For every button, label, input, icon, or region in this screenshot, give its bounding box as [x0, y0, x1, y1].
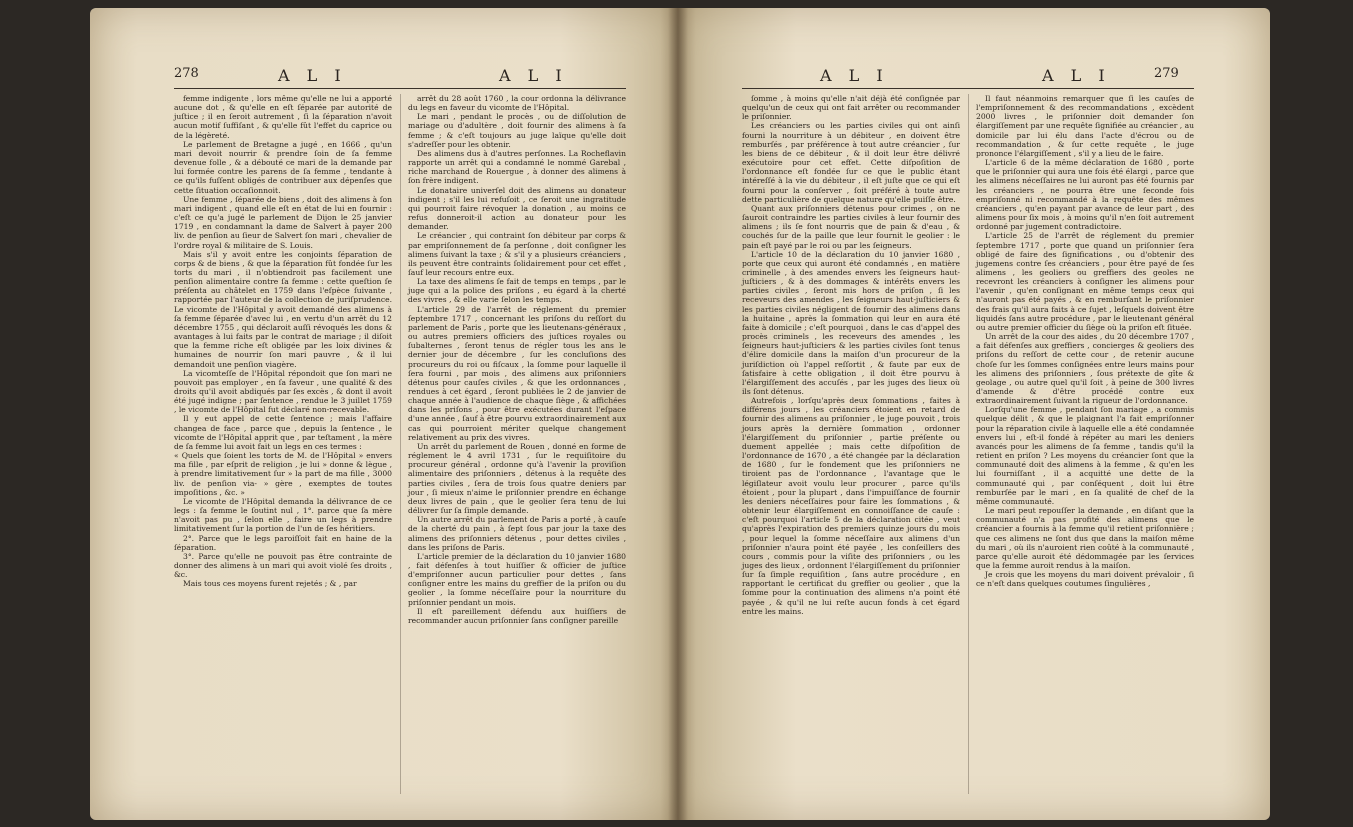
column-divider [968, 94, 969, 794]
paragraph: L'article 10 de la déclaration du 10 janvier 1680 , porte que ceux qui auront été condamnés , en matière criminelle , à des amendes envers les ſeigneurs haut-juſticiers , & à des dommages & intérêts envers les parties civiles , ſeront mis hors de priſon , ſi les receveurs des amendes , les ſeigneurs haut-juſticiers & les parties civiles négligent de fournir des alimens dans la huitaine , après la ſommation qui leur en aura été faite à domicile ; c'eſt pourquoi , dans le cas d'appel des procès criminels , les receveurs des amendes , les ſeigneurs haut-juſticiers & les parties civiles ſont tenus d'élire domicile dans la maiſon d'un procureur de la juriſdiction où l'appel reſſortit , & faute par eux de ſatisfaire à cette obligation , il doit être pourvu à l'élargiſſement des accuſés , par les juges des lieux où ils ſont détenus. [742, 249, 960, 396]
paragraph: Le parlement de Bretagne a jugé , en 1666 , qu'un mari devoit nourrir & prendre ſoin de ſa femme devenue folle , & a débouté ce mari de la demande par lui formée contre les parens de ſa femme , tendante à ce qu'ils fuſſent obligés de contribuer aux dépenſes que cette ſituation occaſionnoit. [174, 139, 392, 195]
paragraph: Lorſqu'une femme , pendant ſon mariage , a commis quelque délit , & que le plaignant l'a fait empriſonner pour la réparation civile à laquelle elle a été condamnée envers lui , eſt-il fondé à répéter au mari les deniers avancés pour les alimens de ſa femme , tandis qu'il la retient en priſon ? Les moyens du créancier ſont que la communauté doit des alimens à la femme , & qu'en les lui fourniſſant , il a acquitté une dette de la communauté qui , par conſéquent , doit lui être remburſée par le mari , en ſa qualité de chef de la même communauté. [976, 405, 1194, 506]
column-divider [400, 94, 401, 794]
paragraph: Autrefois , lorſqu'après deux ſommations , faites à différens jours , les créanciers étoient en retard de fournir des alimens au priſonnier , le juge pouvoit , trois jours après la dernière ſommation , ordonner l'élargiſſement du priſonnier , partie préſente ou duement appellée ; mais cette diſpoſition de l'ordonnance de 1670 , a été changée par la déclaration de 1680 , ſur le fondement que les priſonniers ne tiroient pas de l'ordonnance , l'avantage que le légiſlateur avoit voulu leur procurer , parce qu'ils étoient , pour la plupart , dans l'impuiſſance de fournir les deniers néceſſaires pour faire les ſommations , & obtenir leur élargiſſement en connoiſſance de cauſe : c'eſt pourquoi l'article 5 de la déclaration citée , veut qu'après l'expiration des premiers quinze jours du mois , pour lequel la ſomme néceſſaire aux alimens d'un priſonnier n'aura point été payée , les conſeillers des cours , commis pour la viſite des priſonniers , ou les juges des lieux , ordonnent l'élargiſſement du priſonnier ſur ſa ſimple requiſition , ſans autre procédure , en rapportant le certificat du greffier ou geolier , que la ſomme pour la continuation des alimens n'a point été payée , & qu'il ne lui reſte aucun fonds à cet égard entre les mains. [742, 396, 960, 616]
paragraph: L'article premier de la déclaration du 10 janvier 1680 , fait défenſes à tout huiſſier & officier de juſtice d'empriſonner aucun particulier pour dettes , ſans conſigner entre les mains du greffier de la priſon ou du geolier , la ſomme néceſſaire pour la nourriture du priſonnier pendant un mois. [408, 551, 626, 607]
text-column-right [408, 94, 626, 625]
running-head: A L I [278, 66, 347, 85]
header-rule [742, 88, 1194, 89]
paragraph: Une femme , ſéparée de biens , doit des alimens à ſon mari indigent , quand elle eſt en état de lui en fournir : c'eſt ce qu'a jugé le parlement de Dijon le 25 janvier 1719 , en condamnant la dame de Salvert à payer 200 liv. de penſion au ſieur de Salvert ſon mari , chevalier de l'ordre royal & militaire de S. Louis. [174, 194, 392, 250]
running-head: A L I [1042, 66, 1111, 85]
paragraph: La vicomteſſe de l'Hôpital répondoit que ſon mari ne pouvoit pas employer , en ſa faveur , une qualité & des droits qu'il avoit abdiqués par ſes excès , & dont il avoit été jugé indigne ; par ſentence , rendue le 3 juillet 1759 , le vicomte de l'Hôpital fut déclaré non-recevable. [174, 368, 392, 415]
paragraph: Il y eut appel de cette ſentence ; mais l'affaire changea de face , parce que , depuis la ſentence , le vicomte de l'Hôpital apprit que , par teſtament , la mère de ſa femme lui avoit fait un legs en ces termes : [174, 414, 392, 451]
paragraph: Le mari , pendant le procès , ou de diſſolution de mariage ou d'adultère , doit fournir des alimens à ſa femme ; & c'eſt toujours au juge laïque qu'elle doit s'adreſſer pour les obtenir. [408, 112, 626, 149]
paragraph: Mais s'il y avoit entre les conjoints ſéparation de corps & de biens , & que la ſéparation fût fondée ſur les torts du mari , il n'obtiendroit pas facilement une penſion alimentaire contre ſa femme : cette queſtion ſe préſenta au châtelet en 1759 dans l'eſpèce ſuivante , rapportée par l'auteur de la collection de juriſprudence. Le vicomte de l'Hôpital y avoit demandé des alimens à ſa femme ſéparée d'avec lui , en vertu d'un arrêt du 12 décembre 1755 , qui déclaroit auſſi révoqués les dons & avantages à lui faits par le contrat de mariage ; il diſoit que la femme riche eſt obligée par les loix divines & humaines de nourrir ſon mari pauvre , & il lui demandoit une penſion viagère. [174, 249, 392, 369]
page-number: 279 [1154, 66, 1179, 81]
paragraph: Le mari peut repouſſer la demande , en diſant que la communauté n'a pas profité des alimens que le créancier a fournis à la femme qu'il retient priſonnière ; que ces alimens ne ſont dus que dans la maiſon même du mari , où ils n'auroient rien coûté à la communauté , parce qu'elle auroit été dédommagée par les ſervices que la femme auroit rendus à la maiſon. [976, 506, 1194, 570]
quotation: « Quels que ſoient les torts de M. de l'Hôpital » envers ma fille , par eſprit de religion , je lui » donne & lègue , à prendre limitativement ſur » la part de ma fille , 3000 liv. de penſion via- » gère , exemptes de toutes impoſitions , &c. » [174, 451, 392, 497]
paragraph: Des alimens dus à d'autres perſonnes. La Rocheflavin rapporte un arrêt qui a condamné le nommé Garebal , riche marchand de Rouergue , à donner des alimens à ſon frère indigent. [408, 148, 626, 186]
paragraph: 3°. Parce qu'elle ne pouvoit pas être contrainte de donner des alimens à un mari qui avoit violé ſes droits , &c. [174, 551, 392, 580]
paragraph: Je crois que les moyens du mari doivent prévaloir , ſi ce n'eſt dans quelques coutumes ſingulières , [976, 570, 1194, 589]
paragraph: L'article 29 de l'arrêt de réglement du premier ſeptembre 1717 , concernant les priſons du reſſort du parlement de Paris , porte que les lieutenans-généraux , ou autres premiers officiers des juſtices royales ou ſubalternes , ſeront tenus de régler tous les ans le dernier jour de décembre , ſur les concluſions des procureurs du roi ou fiſcaux , la ſomme pour laquelle il ſera fourni , par mois , des alimens aux priſonniers détenus pour cauſes civiles , & que les ordonnances , rendues à cet égard , ſeront publiées le 2 de janvier de chaque année à l'audience de chaque ſiège , & affichées dans les priſons , pour être exécutées durant l'eſpace d'une année , ſauf à être pourvu extraordinairement aux cas qui pourroient mériter quelque changement relativement au prix des vivres. [408, 304, 626, 442]
header-rule [174, 88, 626, 89]
running-head: A L I [820, 66, 889, 85]
text-column-left [174, 94, 392, 588]
paragraph: Le vicomte de l'Hôpital demanda la délivrance de ce legs : ſa femme le ſoutint nul , 1°. parce que ſa mère n'avoit pas pu , ſelon elle , faire un legs à prendre limitativement ſur la portion de l'un de ſes héritiers. [174, 496, 392, 534]
paragraph: Un arrêt de la cour des aides , du 20 décembre 1707 , a fait défenſes aux greffiers , concierges & geoliers des priſons du reſſort de cette cour , de retenir aucune choſe ſur les ſommes conſignées entre leurs mains pour les alimens des priſonniers , ſous prétexte de gîte & geolage , ou autre quel qu'il ſoit , à peine de 300 livres d'amende & d'être procédé contre eux extraordinairement ſuivant la rigueur de l'ordonnance. [976, 332, 1194, 406]
paragraph: Un arrêt du parlement de Rouen , donné en forme de réglement le 4 avril 1731 , ſur le requiſitoire du procureur général , ordonne qu'à l'avenir la proviſion alimentaire des priſonniers , détenus à la requête des parties civiles , ſera de trois ſous quatre deniers par jour , ſi mieux n'aime le priſonnier prendre en échange deux livres de pain , que le geolier ſera tenu de lui délivrer ſur ſa ſimple demande. [408, 441, 626, 516]
paragraph: Un autre arrêt du parlement de Paris a porté , à cauſe de la cherté du pain , à ſept ſous par jour la taxe des alimens des priſonniers détenus , pour dettes civiles , dans les priſons de Paris. [408, 515, 626, 552]
paragraph: L'article 25 de l'arrêt de réglement du premier ſeptembre 1717 , porte que quand un priſonnier ſera obligé de faire des ſignifications , ou d'obtenir des jugemens contre ſes créanciers , pour être payé de ſes alimens , les geoliers ou greffiers des geoles ne recevront les créanciers à conſigner les alimens pour l'avenir , qu'en conſignant en même temps ceux qui n'auront pas été payés , & en remburſant le priſonnier des frais qu'il aura faits à ce ſujet , leſquels doivent être liquidés ſans autre procédure , par le lieutenant général ou autre premier officier du ſiège où la priſon eſt ſituée. [976, 231, 1194, 332]
text-column-left [742, 94, 960, 616]
paragraph: Mais tous ces moyens furent rejetés ; & , par [183, 579, 357, 589]
paragraph: Il faut néanmoins remarquer que ſi les cauſes de l'empriſonnement & des recommandations , excèdent 2000 livres , le priſonnier doit demander ſon élargiſſement par une requête ſignifiée au créancier , au domicile par lui élu dans l'acte d'écrou ou de recommandation , & ſur cette requête , le juge prononce l'élargiſſement , s'il y a lieu de le faire. [976, 94, 1194, 158]
book-gutter [668, 8, 688, 820]
paragraph: 2°. Parce que le legs paroiſſoit fait en haine de la ſéparation. [174, 533, 392, 552]
paragraph: Les créanciers ou les parties civiles qui ont ainſi fourni la nourriture à un débiteur , en doivent être remburſés , par préférence à tout autre créancier , ſur les biens de ce débiteur , & il doit leur être délivré exécutoire pour cet effet. Cette diſpoſition de l'ordonnance eſt fondée ſur ce que le public étant intéreſſé à la vie du débiteur , il eſt juſte que ce qui eſt fourni pour la conſerver , ſoit préféré à toute autre dette particulière de quelque nature qu'elle puiſſe être. [742, 121, 960, 204]
text-column-right [976, 94, 1194, 588]
running-head: A L I [499, 66, 568, 85]
page-number: 278 [174, 66, 199, 81]
right-page [678, 8, 1270, 820]
left-page-header [174, 66, 614, 88]
paragraph: Le créancier , qui contraint ſon débiteur par corps & par empriſonnement de ſa perſonne , doit conſigner les alimens ſuivant la taxe ; & s'il y a plusieurs créanciers , ils peuvent être contraints ſolidairement pour cet effet , ſauf leur recours entre eux. [408, 231, 626, 277]
paragraph: Le donataire univerſel doit des alimens au donateur indigent ; s'il les lui refuſoit , ce ſeroit une ingratitude qui pourroit faire révoquer la donation , au moins ce refus donneroit-il action au donateur pour les demander. [408, 185, 626, 232]
paragraph: Il eſt pareillement défendu aux huiſſiers de recommander aucun priſonnier ſans conſigner pareille [408, 606, 626, 625]
paragraph: ſomme , à moins qu'elle n'ait déjà été conſignée par quelqu'un de ceux qui ont fait arrêter ou recommander le priſonnier. [742, 94, 960, 122]
paragraph: La taxe des alimens ſe fait de temps en temps , par le juge qui a la police des priſons , eu égard à la cherté des vivres , & elle varie ſelon les temps. [408, 277, 626, 305]
right-page-header [742, 66, 1202, 88]
paragraph: arrêt du 28 août 1760 , la cour ordonna la délivrance du legs en faveur du vicomte de l'Hôpital. [408, 94, 626, 113]
paragraph: femme indigente , lors même qu'elle ne lui a apporté aucune dot , & qu'elle en eſt ſéparée par autorité de juſtice ; il en ſeroit autrement , ſi la ſéparation n'avoit aucun motif ſuffiſant , & qu'elle fût l'effet du caprice ou de la légèreté. [174, 94, 392, 140]
paragraph: Quant aux priſonniers détenus pour crimes , on ne ſauroit contraindre les parties civiles à leur fournir des alimens ; ils ſe font nourris que de pain & d'eau , & couchés ſur de la paille que leur fournit le geolier : le pain eſt payé par le roi ou par les ſeigneurs. [742, 203, 960, 250]
paragraph: L'article 6 de la même déclaration de 1680 , porte que le priſonnier qui aura une fois été élargi , parce que les alimens néceſſaires ne lui auront pas été fournis par les créanciers , ne pourra être une ſeconde fois empriſonné ni recommandé à la requête des mêmes créanciers , qu'en payant par avance de leur part , des alimens pour ſix mois , à moins qu'il n'en ſoit autrement ordonné par jugement contradictoire. [976, 158, 1194, 232]
left-page [90, 8, 678, 820]
